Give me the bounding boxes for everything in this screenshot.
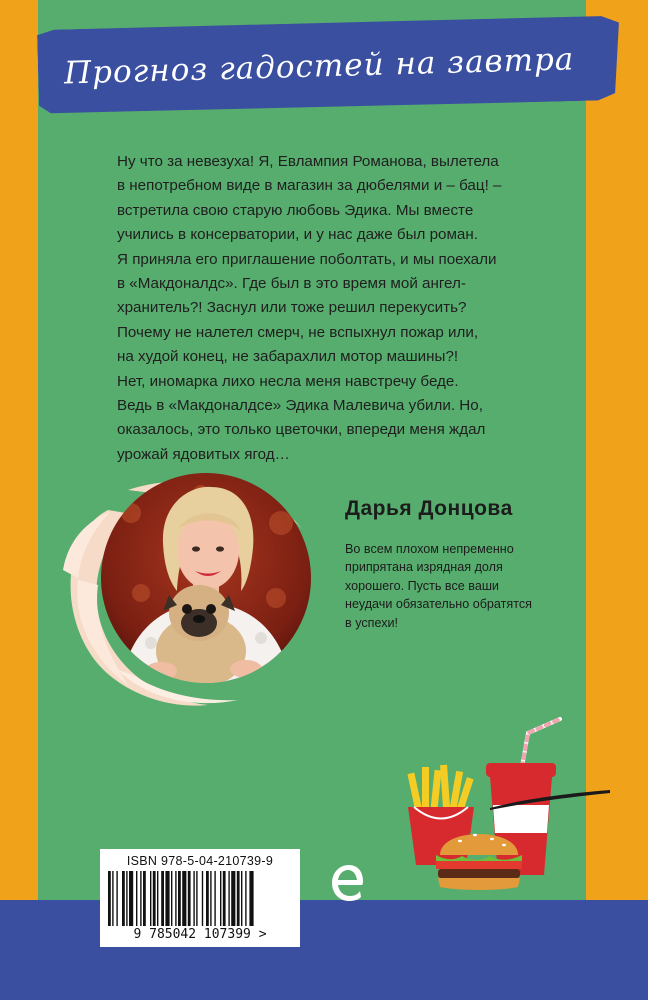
barcode-bar — [214, 871, 215, 926]
blue-bottom-band — [0, 900, 648, 1000]
barcode-bar — [237, 871, 240, 926]
barcode-bar — [129, 871, 133, 926]
barcode-block — [100, 849, 300, 947]
book-title: Прогноз гадостей на завтра — [63, 41, 575, 92]
decorative-stroke — [490, 790, 610, 810]
publisher-logo — [330, 865, 364, 901]
barcode-bar — [122, 871, 125, 926]
barcode-bar — [165, 871, 169, 926]
barcode-bar — [112, 871, 113, 926]
barcode-bar — [116, 871, 117, 926]
barcode-bar — [175, 871, 176, 926]
barcode-bar — [153, 871, 156, 926]
barcode-bar — [249, 871, 253, 926]
barcode-bar — [241, 871, 242, 926]
author-quote: Во всем плохом непременно припрятана изрядная доля хорошего. Пусть все ваши неудачи обязательно обратятся в успехи! — [345, 542, 532, 630]
barcode-bar — [220, 871, 221, 926]
barcode-bar — [178, 871, 181, 926]
barcode-bar — [188, 871, 191, 926]
barcode-bar — [245, 871, 246, 926]
barcode-bar — [182, 871, 186, 926]
barcode-bar — [202, 871, 203, 926]
barcode-bar — [108, 871, 111, 926]
book-blurb: Ну что за невезуха! Я, Евлампия Романова, вылетела в непотребном виде в магазин за дюбелями и – бац! – встретила свою старую любовь Эдика. Мы вместе учились в консерватории, и у нас даже был роман. Я приняла его приглашение поболтать, и мы поехали в «Макдоналдс». Где был в это время мой ангел- хранитель?! Заснул или тоже решил перекусить? Почему не налетел смерч, не вспыхнул пожар или, на худой конец, не забарахлил мотор машины?! Нет, иномарка лихо несла меня навстречу беде. Ведь в «Макдоналдсе» Эдика Малевича убили. Но, оказалось, это только цветочки, впереди меня ждал урожай ядовитых ягод… — [117, 153, 502, 463]
barcode-bar — [228, 871, 229, 926]
author-photo — [101, 473, 311, 683]
barcode-bar — [210, 871, 211, 926]
barcode-bar — [193, 871, 194, 926]
barcode-bar — [140, 871, 141, 926]
barcode-bar — [150, 871, 151, 926]
barcode-bar — [206, 871, 209, 926]
barcode-bar — [196, 871, 197, 926]
barcode-bar — [171, 871, 172, 926]
barcode-bars — [108, 871, 292, 926]
barcode-bar — [223, 871, 226, 926]
barcode-bar — [143, 871, 146, 926]
barcode-bar — [126, 871, 127, 926]
author-name: Дарья Донцова — [345, 497, 513, 520]
barcode-digits: 9 785042 107399 > — [133, 927, 267, 942]
barcode-bar — [157, 871, 158, 926]
barcode-bar — [231, 871, 235, 926]
isbn-text: ISBN 978-5-04-210739-9 — [126, 854, 274, 868]
barcode-bar — [136, 871, 137, 926]
barcode-bar — [161, 871, 164, 926]
